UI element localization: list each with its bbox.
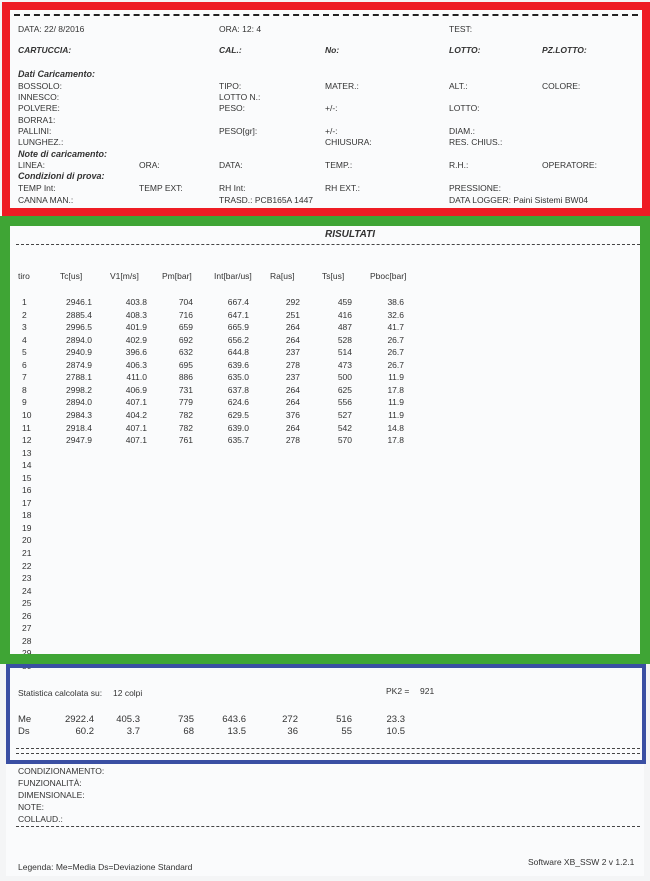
results-section-frame xyxy=(0,216,650,664)
stat-ds-col-ts: 55 xyxy=(341,726,352,737)
table-cell-col-int: 667.4 xyxy=(227,297,249,307)
table-cell-col-v1: 411.0 xyxy=(126,372,147,382)
table-cell-col-v1: 407.1 xyxy=(125,423,147,433)
table-cell-col-v1: 402.9 xyxy=(125,335,147,345)
table-cell-col-v1: 406.9 xyxy=(125,385,147,395)
stat-me-col-pm: 735 xyxy=(178,714,194,725)
table-cell-col-v1: 407.1 xyxy=(125,397,147,407)
table-cell-col-tiro: 9 xyxy=(22,397,27,407)
table-cell-col-pboc: 14.8 xyxy=(387,423,404,433)
table-cell-col-pm: 704 xyxy=(178,297,193,307)
rh-int-field: RH Int: xyxy=(219,183,246,193)
temp-field: TEMP.: xyxy=(325,160,353,170)
pressione-field: PRESSIONE: xyxy=(449,183,501,193)
table-cell-col-tiro: 8 xyxy=(22,385,27,395)
stat-me-col-tc: 2922.4 xyxy=(64,714,94,725)
header-section-frame xyxy=(2,2,650,216)
table-cell-col-tiro: 3 xyxy=(22,322,27,332)
table-cell-col-tiro: 4 xyxy=(22,335,27,345)
table-cell-col-int: 665.9 xyxy=(227,322,249,332)
note-caricamento-title: Note di caricamento: xyxy=(18,149,108,159)
table-cell-col-v1: 406.3 xyxy=(125,360,147,370)
table-cell-col-tiro: 6 xyxy=(22,360,27,370)
table-cell-col-tc: 2788.1 xyxy=(66,372,92,382)
table-cell-col-ts: 542 xyxy=(337,423,352,433)
col-pm-header: Pm[bar] xyxy=(162,271,192,281)
table-cell-col-ra: 237 xyxy=(285,372,300,382)
operatore-field: OPERATORE: xyxy=(542,160,597,170)
table-cell-col-ra: 251 xyxy=(285,310,300,320)
table-cell-col-tiro: 29 xyxy=(22,648,32,658)
tolerance2-field: +/-: xyxy=(325,126,338,136)
table-cell-col-tiro: 24 xyxy=(22,586,32,596)
table-cell-col-pboc: 17.8 xyxy=(387,385,404,395)
alt-field: ALT.: xyxy=(449,81,468,91)
table-cell-col-pm: 761 xyxy=(178,435,193,445)
stat-ds-col-ra: 36 xyxy=(287,726,298,737)
table-cell-col-tiro: 5 xyxy=(22,347,27,357)
table-cell-col-tiro: 20 xyxy=(22,535,32,545)
funzionalita-field: FUNZIONALITÀ: xyxy=(18,778,82,788)
data-logger-field: DATA LOGGER: Paini Sistemi BW04 xyxy=(449,195,589,205)
trasd-field: TRASD.: PCB165A 1447 xyxy=(219,195,314,205)
table-cell-col-tiro: 28 xyxy=(22,636,32,646)
time-field: ORA: 12: 4 xyxy=(219,24,262,34)
legenda-text: Legenda: Me=Media Ds=Deviazione Standard xyxy=(18,862,193,872)
table-cell-col-ts: 625 xyxy=(337,385,352,395)
table-cell-col-ts: 514 xyxy=(337,347,352,357)
table-cell-col-tiro: 13 xyxy=(22,448,32,458)
test-field: TEST: xyxy=(449,24,473,34)
table-cell-col-ra: 376 xyxy=(285,410,300,420)
col-int-header: Int[bar/us] xyxy=(214,271,252,281)
peso-gr-field: PESO[gr]: xyxy=(219,126,258,136)
table-cell-col-int: 629.5 xyxy=(227,410,249,420)
table-cell-col-v1: 401.9 xyxy=(125,322,147,332)
table-cell-col-v1: 396.6 xyxy=(125,347,147,357)
table-cell-col-ra: 264 xyxy=(285,397,300,407)
table-cell-col-tiro: 19 xyxy=(22,523,32,533)
table-cell-col-tc: 2946.1 xyxy=(66,297,92,307)
pz-lotto-field: PZ.LOTTO: xyxy=(542,45,587,55)
table-cell-col-v1: 404.2 xyxy=(125,410,147,420)
table-cell-col-tiro: 14 xyxy=(22,460,32,470)
innesco-field: INNESCO: xyxy=(18,92,60,102)
table-cell-col-pboc: 41.7 xyxy=(387,322,404,332)
table-cell-col-tiro: 22 xyxy=(22,561,32,571)
stat-me-col-v1: 405.3 xyxy=(116,714,140,725)
colore-field: COLORE: xyxy=(542,81,581,91)
collaud-field: COLLAUD.: xyxy=(18,814,63,824)
pk2-value: 921 xyxy=(420,686,435,696)
col-ra-header: Ra[us] xyxy=(270,271,295,281)
temp-int-field: TEMP Int: xyxy=(18,183,56,193)
table-cell-col-ts: 528 xyxy=(337,335,352,345)
stats-label: Statistica calcolata su: xyxy=(18,688,103,698)
stat-me-label: Me xyxy=(18,714,32,725)
table-cell-col-pm: 632 xyxy=(178,347,193,357)
stat-ds-col-tc: 60.2 xyxy=(75,726,94,737)
stats-section-frame xyxy=(6,664,646,764)
table-cell-col-pm: 886 xyxy=(178,372,193,382)
dimensionale-field: DIMENSIONALE: xyxy=(18,790,85,800)
table-cell-col-v1: 408.3 xyxy=(125,310,147,320)
table-cell-col-int: 639.0 xyxy=(227,423,249,433)
stat-ds-col-int: 13.5 xyxy=(227,726,246,737)
table-cell-col-tc: 2940.9 xyxy=(66,347,92,357)
dati-caricamento-title: Dati Caricamento: xyxy=(18,69,96,79)
table-cell-col-ts: 500 xyxy=(337,372,352,382)
stat-ds-col-pboc: 10.5 xyxy=(386,726,405,737)
col-ts-header: Ts[us] xyxy=(322,271,345,281)
col-pboc-header: Pboc[bar] xyxy=(370,271,407,281)
lunghez-field: LUNGHEZ.: xyxy=(18,137,64,147)
table-cell-col-tiro: 15 xyxy=(22,473,32,483)
table-cell-col-int: 635.7 xyxy=(227,435,249,445)
lotto-field: LOTTO: xyxy=(449,45,481,55)
table-cell-col-tiro: 11 xyxy=(22,423,31,433)
note-data-field: DATA: xyxy=(219,160,243,170)
table-cell-col-int: 644.8 xyxy=(227,347,249,357)
table-cell-col-ts: 487 xyxy=(337,322,352,332)
stat-ds-col-v1: 3.7 xyxy=(126,726,140,737)
stat-me-col-int: 643.6 xyxy=(222,714,246,725)
table-cell-col-tiro: 27 xyxy=(22,623,32,633)
res-chius-field: RES. CHIUS.: xyxy=(449,137,503,147)
table-cell-col-ra: 278 xyxy=(285,360,300,370)
table-cell-col-int: 639.6 xyxy=(227,360,249,370)
table-cell-col-tiro: 10 xyxy=(22,410,32,420)
footer-rule xyxy=(16,826,640,827)
peso-field: PESO: xyxy=(219,103,245,113)
table-cell-col-tc: 2894.0 xyxy=(66,397,92,407)
tipo-field: TIPO: xyxy=(219,81,242,91)
no-field: No: xyxy=(325,45,340,55)
table-cell-col-pboc: 11.9 xyxy=(388,372,404,382)
linea-field: LINEA: xyxy=(18,160,45,170)
condizionamento-field: CONDIZIONAMENTO: xyxy=(18,766,105,776)
table-cell-col-ts: 473 xyxy=(337,360,352,370)
table-cell-col-ra: 264 xyxy=(285,385,300,395)
table-cell-col-tc: 2998.2 xyxy=(66,385,92,395)
table-cell-col-tiro: 17 xyxy=(22,498,32,508)
table-cell-col-ra: 264 xyxy=(285,335,300,345)
table-cell-col-ts: 570 xyxy=(337,435,352,445)
col-v1-header: V1[m/s] xyxy=(110,271,139,281)
table-cell-col-pm: 695 xyxy=(178,360,193,370)
table-cell-col-tc: 2984.3 xyxy=(66,410,92,420)
table-cell-col-tiro: 21 xyxy=(22,548,32,558)
table-cell-col-tiro: 12 xyxy=(22,435,32,445)
table-cell-col-tiro: 23 xyxy=(22,573,32,583)
table-cell-col-pm: 692 xyxy=(178,335,193,345)
stat-me-col-ts: 516 xyxy=(336,714,352,725)
canna-man-field: CANNA MAN.: xyxy=(18,195,74,205)
rh-ext-field: RH EXT.: xyxy=(325,183,360,193)
table-cell-col-tc: 2918.4 xyxy=(66,423,92,433)
note-field: NOTE: xyxy=(18,802,44,812)
bossolo-field: BOSSOLO: xyxy=(18,81,62,91)
condizioni-prova-title: Condizioni di prova: xyxy=(18,171,105,181)
table-cell-col-ra: 264 xyxy=(285,423,300,433)
date-field: DATA: 22/ 8/2016 xyxy=(18,24,85,34)
table-cell-col-pm: 716 xyxy=(178,310,193,320)
diam-field: DIAM.: xyxy=(449,126,475,136)
table-cell-col-ra: 237 xyxy=(285,347,300,357)
table-cell-col-pm: 782 xyxy=(178,410,193,420)
table-cell-col-v1: 407.1 xyxy=(125,435,147,445)
table-cell-col-ts: 416 xyxy=(337,310,352,320)
lotto-n-field: LOTTO N.: xyxy=(219,92,261,102)
tolerance-field: +/-: xyxy=(325,103,338,113)
col-tiro-header: tiro xyxy=(18,271,30,281)
table-cell-col-tiro: 30 xyxy=(22,661,32,671)
results-title: RISULTATI xyxy=(325,229,375,240)
table-cell-col-tiro: 7 xyxy=(22,372,27,382)
table-cell-col-int: 635.0 xyxy=(227,372,249,382)
table-cell-col-pboc: 26.7 xyxy=(387,335,404,345)
lotto2-field: LOTTO: xyxy=(449,103,480,113)
table-cell-col-tiro: 25 xyxy=(22,598,32,608)
table-cell-col-ts: 459 xyxy=(337,297,352,307)
table-cell-col-pboc: 26.7 xyxy=(387,360,404,370)
table-cell-col-tc: 2885.4 xyxy=(66,310,92,320)
temp-ext-field: TEMP EXT: xyxy=(139,183,183,193)
table-cell-col-pboc: 32.6 xyxy=(387,310,404,320)
table-cell-col-tiro: 1 xyxy=(22,297,27,307)
table-cell-col-ra: 264 xyxy=(285,322,300,332)
table-cell-col-pboc: 17.8 xyxy=(387,435,404,445)
mater-field: MATER.: xyxy=(325,81,359,91)
table-cell-col-tc: 2947.9 xyxy=(66,435,92,445)
col-tc-header: Tc[us] xyxy=(60,271,83,281)
borra-field: BORRA1: xyxy=(18,115,56,125)
table-cell-col-pboc: 38.6 xyxy=(387,297,404,307)
pk2-label: PK2 = xyxy=(386,686,410,696)
table-cell-col-tiro: 18 xyxy=(22,510,32,520)
table-cell-col-int: 637.8 xyxy=(227,385,249,395)
stats-colpi: 12 colpi xyxy=(113,688,143,698)
table-cell-col-int: 624.6 xyxy=(227,397,249,407)
table-cell-col-tiro: 2 xyxy=(22,310,27,320)
table-cell-col-pm: 782 xyxy=(178,423,193,433)
table-cell-col-tiro: 26 xyxy=(22,611,32,621)
table-cell-col-pboc: 11.9 xyxy=(388,397,404,407)
table-cell-col-ts: 556 xyxy=(337,397,352,407)
table-cell-col-tc: 2894.0 xyxy=(66,335,92,345)
cal-field: CAL.: xyxy=(219,45,242,55)
stat-me-col-ra: 272 xyxy=(282,714,298,725)
stat-ds-col-pm: 68 xyxy=(183,726,194,737)
polvere-field: POLVERE: xyxy=(18,103,60,113)
table-cell-col-ra: 292 xyxy=(285,297,300,307)
rh-field: R.H.: xyxy=(449,160,469,170)
table-cell-col-pm: 731 xyxy=(178,385,193,395)
table-cell-col-tiro: 16 xyxy=(22,485,32,495)
software-version: Software XB_SSW 2 v 1.2.1 xyxy=(528,857,635,867)
stat-me-col-pboc: 23.3 xyxy=(386,714,405,725)
table-cell-col-ts: 527 xyxy=(337,410,352,420)
table-cell-col-pm: 779 xyxy=(178,397,193,407)
table-cell-col-pboc: 26.7 xyxy=(387,347,404,357)
table-cell-col-pm: 659 xyxy=(178,322,193,332)
table-cell-col-tc: 2996.5 xyxy=(66,322,92,332)
table-cell-col-tc: 2874.9 xyxy=(66,360,92,370)
chiusura-field: CHIUSURA: xyxy=(325,137,372,147)
note-ora-field: ORA: xyxy=(139,160,160,170)
pallini-field: PALLINI: xyxy=(18,126,52,136)
cartuccia-field: CARTUCCIA: xyxy=(18,45,72,55)
stat-ds-label: Ds xyxy=(18,726,30,737)
table-cell-col-int: 647.1 xyxy=(227,310,249,320)
table-cell-col-ra: 278 xyxy=(285,435,300,445)
table-cell-col-pboc: 11.9 xyxy=(388,410,404,420)
table-cell-col-v1: 403.8 xyxy=(125,297,147,307)
table-cell-col-int: 656.2 xyxy=(227,335,249,345)
